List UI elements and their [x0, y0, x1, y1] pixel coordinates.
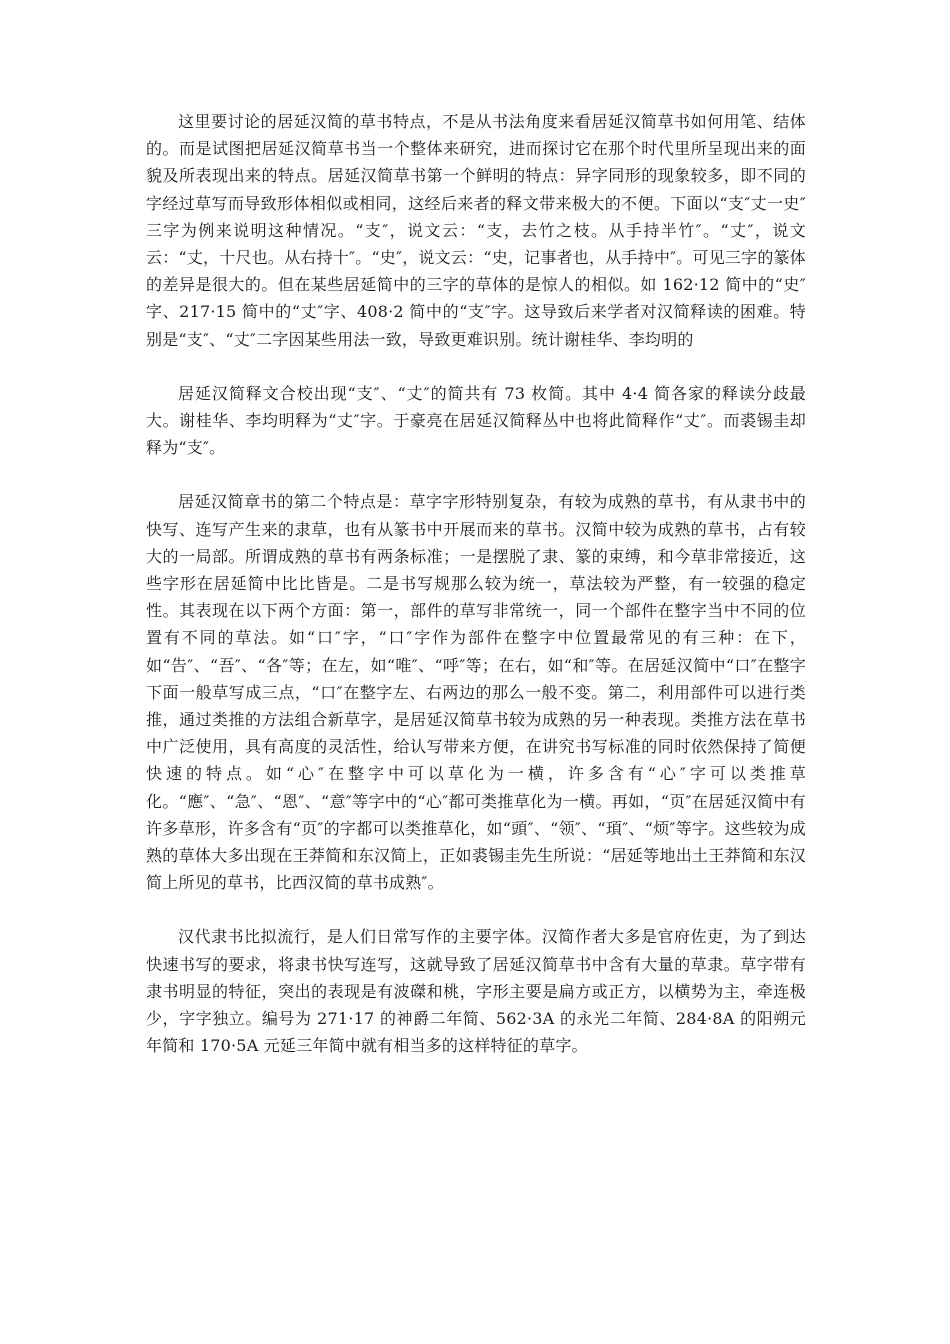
document-body: [146, 108, 806, 1060]
paragraph-1: 这里要讨论的居延汉简的草书特点，不是从书法角度来看居延汉简草书如何用笔、结体的。而是试图把居延汉简草书当一个整体来研究，进而探讨它在那个时代里所呈现出来的面貌及所表现出来的特点。居延汉简草书第一个鲜明的特点：异字同形的现象较多，即不同的字经过草写而导致形体相似或相同，这经后来者的释文带来极大的不便。下面以“支″丈一史″三字为例来说明这种情况。“支″，说文云：“支，去竹之枝。从手持半竹″。“丈″，说文云：“丈，十尺也。从右持十″。“史″，说文云：“史，记事者也，从手持中″。可见三字的篆体的差异是很大的。但在某些居延简中的三字的草体的是惊人的相似。如 162·12 简中的“史″字、217·15 简中的“丈″字、408·2 简中的“支″字。这导致后来学者对汉简释读的困难。特别是“支″、“丈″二字因某些用法一致，导致更难识别。统计谢桂华、李均明的: [146, 112, 806, 349]
paragraph-4: 汉代隶书比拟流行，是人们日常写作的主要字体。汉简作者大多是官府佐吏，为了到达快速书写的要求，将隶书快写连写，这就导致了居延汉简草书中含有大量的草隶。草字带有隶书明显的特征，突出的表现是有波磔和桃，字形主要是扁方或正方，以横势为主，牵连极少，字字独立。编号为 271·17 的神爵二年简、562·3A 的永光二年简、284·8A 的阳朔元年简和 170·5A 元延三年简中就有相当多的这样特征的草字。: [146, 927, 806, 1056]
paragraph-3: 居延汉简章书的第二个特点是：草字字形特别复杂，有较为成熟的草书，有从隶书中的快写、连写产生来的隶草，也有从篆书中开展而来的草书。汉简中较为成熟的草书，占有较大的一局部。所谓成熟的草书有两条标准；一是摆脱了隶、篆的束缚，和今草非常接近，这些字形在居延简中比比皆是。二是书写规那么较为统一，草法较为严整，有一较强的稳定性。其表现在以下两个方面：第一，部件的草写非常统一，同一个部件在整字当中不同的位置有不同的草法。如“口″字，“口″字作为部件在整字中位置最常见的有三种：在下，如“告″、“吾″、“各″等；在左，如“唯″、“呼″等；在右，如“和″等。在居延汉简中“口″在整字下面一般草写成三点，“口″在整字左、右两边的那么一般不变。第二，利用部件可以进行类推，通过类推的方法组合新草字，是居延汉简草书较为成熟的另一种表现。类推方法在草书中广泛使用，具有高度的灵活性，给认写带来方便，在讲究书写标准的同时依然保持了简便快速的特点。如“心″在整字中可以草化为一横，许多含有“心″字可以类推草化。“應″、“急″、“恩″、“意″等字中的“心″都可类推草化为一横。再如，“页″在居延汉简中有许多草形，许多含有“页″的字都可以类推草化，如“頭″、“领″、“頊″、“烦″等字。这些较为成熟的草体大多出现在王莽简和东汉简上，正如裘锡圭先生所说：“居延等地出土王莽简和东汉简上所见的草书，比西汉简的草书成熟″。: [146, 492, 806, 893]
paragraph-2: 居延汉简释文合校出现“支″、“丈″的简共有 73 枚简。其中 4·4 简各家的释读分歧最大。谢桂华、李均明释为“丈″字。于豪亮在居延汉简释丛中也将此简释作“丈″。而裘锡圭却释为“支″。: [146, 383, 806, 458]
